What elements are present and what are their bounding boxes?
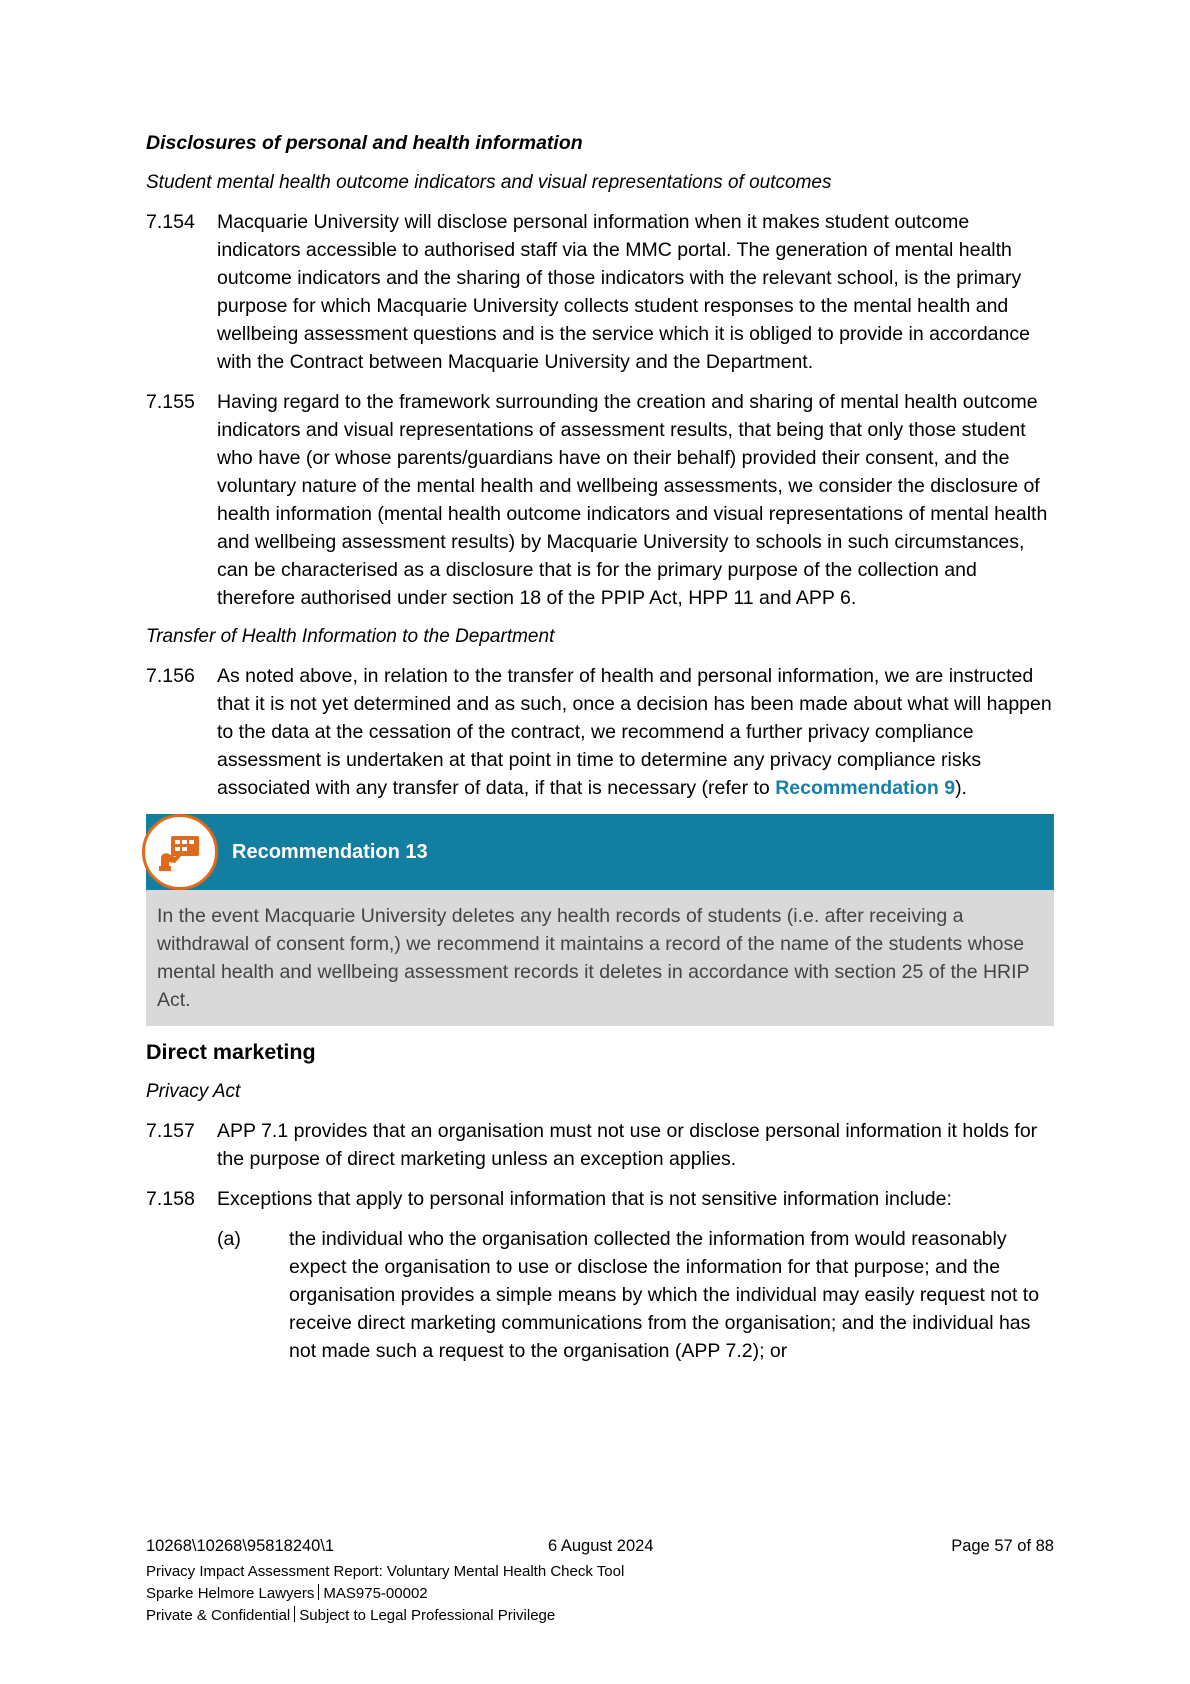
recommendation-9-link[interactable]: Recommendation 9 bbox=[775, 777, 956, 799]
recommendation-header bbox=[146, 814, 1054, 890]
paragraph-text: Having regard to the framework surrounding the creation and sharing of mental health outcome indicators and visual representations of assessment results, that being that only those student who have (or whose parents/guardians have on their behalf) provided their consent, and the voluntary nature of the mental health and wellbeing assessments, we consider the disclosure of health information (mental health outcome indicators and visual representations of mental health and wellbeing assessment results) by Macquarie University to schools in such circumstances, can be characterised as a disclosure that is for the primary purpose of the collection and therefore authorised under section 18 of the PPIP Act, HPP 11 and APP 6. bbox=[217, 391, 1048, 609]
subparagraph-label: (a) bbox=[217, 1228, 241, 1250]
paragraph-text: Exceptions that apply to personal information that is not sensitive information include: bbox=[217, 1188, 952, 1210]
paragraph-text: Macquarie University will disclose personal information when it makes student outcome indicators accessible to authorised staff via the MMC portal. The generation of mental health outcome indicators and the sharing of those indicators with the relevant school, is the primary purpose for which Macquarie University collects student responses to the mental health and wellbeing assessment questions and is the service which it is obliged to provide in accordance with the Contract between Macquarie University and the Department. bbox=[217, 211, 1030, 373]
recommendation-box bbox=[146, 814, 1054, 1026]
firm-name: Sparke Helmore Lawyers bbox=[146, 1585, 315, 1602]
page-footer bbox=[146, 1535, 1054, 1627]
recommendation-body: In the event Macquarie University deletes any health records of students (i.e. after receiving a withdrawal of consent form,) we recommend it maintains a record of the name of the students whose mental health and wellbeing assessment records it deletes in accordance with section 25 of the HRIP Act. bbox=[146, 890, 1054, 1026]
confidentiality-label: Private & Confidential bbox=[146, 1607, 291, 1624]
separator bbox=[318, 1584, 319, 1600]
paragraph-7-157 bbox=[146, 1117, 1054, 1173]
subparagraph-text: the individual who the organisation collected the information from would reasonably expect the organisation to use or disclose the information for that purpose; and the organisation provides a simple means by which the individual may easily request not to receive direct marketing communications from the organisation; and the individual has not made such a request to the organisation (APP 7.2); or bbox=[289, 1228, 1040, 1362]
paragraph-text bbox=[217, 662, 1054, 802]
subheading-outcomes: Student mental health outcome indicators and visual representations of outcomes bbox=[146, 172, 832, 193]
report-title: Privacy Impact Assessment Report: Voluntary Mental Health Check Tool bbox=[146, 1563, 625, 1580]
paragraph-text: APP 7.1 provides that an organisation must not use or disclose personal information it holds for the purpose of direct marketing unless an exception applies. bbox=[217, 1120, 1038, 1170]
subheading-privacy-act: Privacy Act bbox=[146, 1081, 241, 1102]
subparagraph-a bbox=[217, 1225, 1054, 1365]
paragraph-number: 7.157 bbox=[146, 1120, 195, 1142]
firm-line bbox=[146, 1583, 1054, 1605]
document-date: 6 August 2024 bbox=[548, 1537, 654, 1555]
privilege-label: Subject to Legal Professional Privilege bbox=[299, 1607, 556, 1624]
section-heading-disclosures: Disclosures of personal and health information bbox=[146, 132, 583, 154]
document-body bbox=[146, 130, 1054, 1377]
paragraph-body: As noted above, in relation to the transfer of health and personal information, we are instructed that it is not yet determined and as such, once a decision has been made about what will happen to the data at the cessation of the contract, we recommend a further privacy compliance assessment is undertaken at that point in time to determine any privacy compliance risks associated with any transfer of data, if that is necessary (refer to bbox=[217, 665, 1052, 799]
paragraph-tail: ). bbox=[955, 777, 967, 799]
page-number: Page 57 of 88 bbox=[951, 1537, 1054, 1555]
paragraph-7-156 bbox=[146, 662, 1054, 802]
paragraph-number: 7.155 bbox=[146, 391, 195, 413]
section-heading-marketing: Direct marketing bbox=[146, 1040, 316, 1064]
paragraph-7-154 bbox=[146, 208, 1054, 376]
subheading-transfer: Transfer of Health Information to the Department bbox=[146, 626, 555, 647]
matter-number: MAS975-00002 bbox=[323, 1585, 428, 1602]
paragraph-number: 7.158 bbox=[146, 1188, 195, 1210]
paragraph-7-158 bbox=[146, 1185, 1054, 1213]
paragraph-number: 7.156 bbox=[146, 665, 195, 687]
recommendation-title: Recommendation 13 bbox=[232, 841, 428, 863]
confidentiality-line bbox=[146, 1605, 1054, 1627]
document-reference: 10268\10268\95818240\1 bbox=[146, 1537, 335, 1555]
presentation-icon bbox=[142, 814, 218, 890]
paragraph-7-155 bbox=[146, 388, 1054, 612]
footer-row bbox=[146, 1535, 1054, 1561]
paragraph-number: 7.154 bbox=[146, 211, 195, 233]
separator bbox=[294, 1606, 295, 1622]
